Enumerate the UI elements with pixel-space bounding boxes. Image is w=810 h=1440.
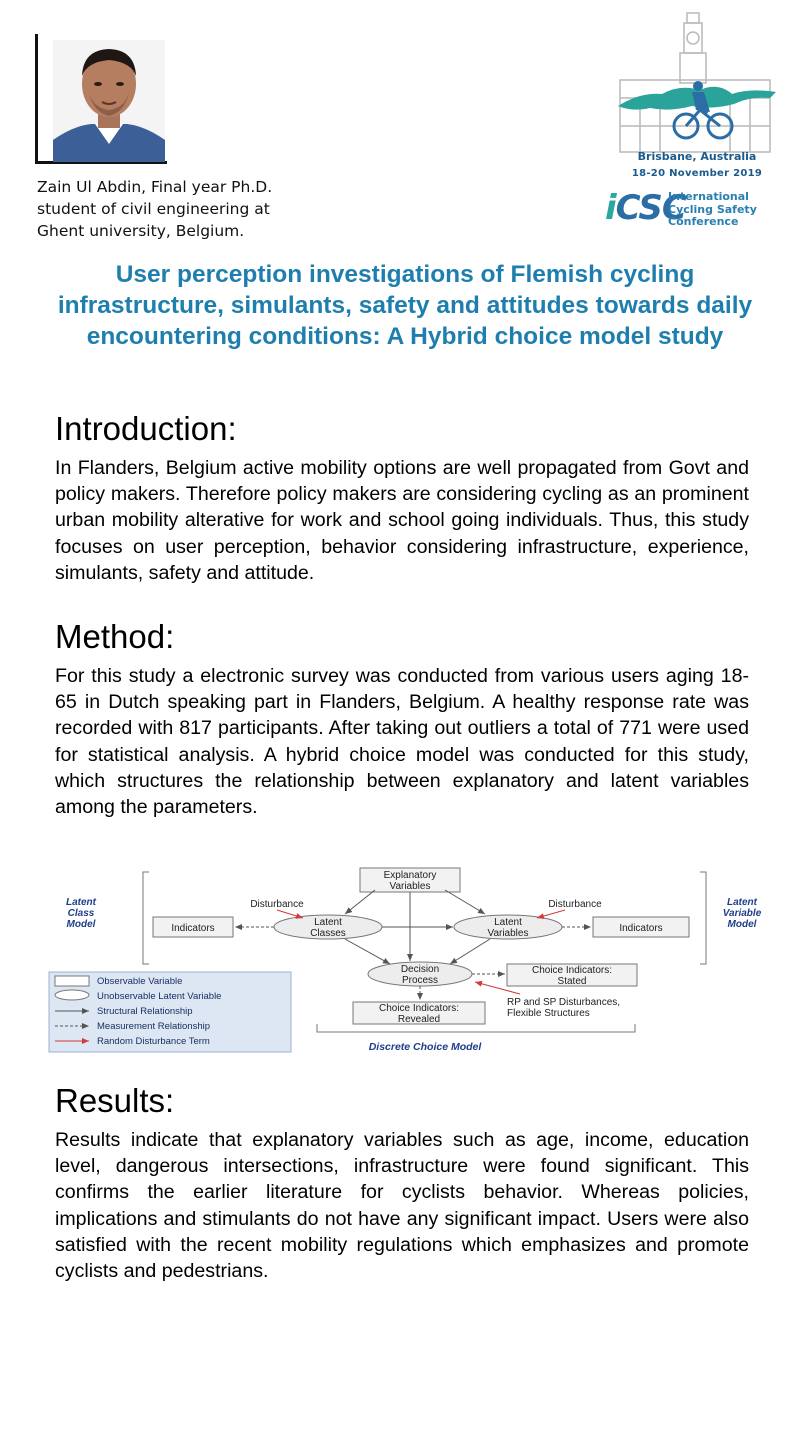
latent-class-model-label-2: Class <box>67 908 95 919</box>
results-heading: Results: <box>55 1082 175 1119</box>
decision-process-label-2: Process <box>401 975 439 986</box>
legend-item-observable: Observable Variable <box>97 976 183 987</box>
latent-variable-model-label-1: Latent <box>727 897 757 908</box>
right-bracket <box>700 872 706 964</box>
explanatory-variables-label-1: Explanatory <box>383 870 437 881</box>
legend-observable-icon <box>55 976 89 986</box>
left-bracket <box>143 872 149 964</box>
choice-indicators-stated-label-2: Stated <box>557 976 587 987</box>
latent-variable-model-label-3: Model <box>727 919 757 930</box>
arrow-classes-to-decision <box>345 939 390 964</box>
author-caption: Zain Ul Abdin, Final year Ph.D. student of civil engineering at Ghent university, Belgium. <box>37 178 273 240</box>
choice-indicators-revealed-label-1: Choice Indicators: <box>378 1003 460 1014</box>
author-photo-frame <box>35 34 167 164</box>
conference-city: Brisbane, Australia <box>637 150 757 163</box>
discrete-choice-model-label: Discrete Choice Model <box>368 1041 482 1053</box>
legend-item-latent: Unobservable Latent Variable <box>97 991 222 1002</box>
arrow-variables-to-decision <box>450 939 490 964</box>
legend-item-measurement: Measurement Relationship <box>97 1021 211 1032</box>
latent-variable-model-label-2: Variable <box>722 908 762 919</box>
arrow-disturbance-left <box>277 910 303 918</box>
acronym-prefix: i <box>605 188 616 228</box>
method-heading: Method: <box>55 618 175 655</box>
disturbance-left-label: Disturbance <box>250 899 304 910</box>
author-photo <box>53 40 165 162</box>
method-text: For this study a electronic survey was conducted from various users aging 18-65 in Dutch speaking part in Flanders, Belgium. A healthy response rate was recorded with 817 participants. After taking out outliers a total of 771 were used for statistical analysis. A hybrid choice model was conducted for this study, which structures the relationship between explanatory and latent variables among the parameters. <box>55 665 749 819</box>
photo-border-left <box>35 34 38 162</box>
conference-name-line-3: Conference <box>668 215 739 228</box>
legend-item-structural: Structural Relationship <box>97 1006 193 1017</box>
arrow-explanatory-to-classes <box>345 890 375 914</box>
conference-name <box>668 191 793 229</box>
indicators-right-label: Indicators <box>619 923 663 934</box>
latent-classes-label-2: Classes <box>310 928 346 939</box>
conference-name-line-2: Cycling Safety <box>668 202 757 216</box>
explanatory-variables-label-2: Variables <box>389 881 431 892</box>
decision-process-label-1: Decision <box>400 964 440 975</box>
discrete-choice-bracket <box>317 1024 635 1032</box>
arrow-explanatory-to-variables <box>445 890 485 914</box>
choice-indicators-revealed-label-2: Revealed <box>397 1014 441 1025</box>
rp-sp-label-2: Flexible Structures <box>507 1008 590 1019</box>
choice-indicators-stated-label-1: Choice Indicators: <box>531 965 613 976</box>
legend-item-disturbance: Random Disturbance Term <box>97 1036 210 1047</box>
disturbance-right-label: Disturbance <box>548 899 602 910</box>
introduction-text: In Flanders, Belgium active mobility options are well propagated from Govt and policy makers. Therefore policy makers are considering cycling as an prominent urban mobility alterative for work and school going individuals. Thus, this study focuses on user perception, behavior considering infrastructure, experience, simulants, safety and attitude. <box>55 457 749 584</box>
latent-variables-label-1: Latent <box>494 917 522 928</box>
acronym-rest: CSC <box>615 188 686 228</box>
latent-class-model-label-1: Latent <box>66 897 96 908</box>
conference-dates: 18-20 November 2019 <box>631 168 763 179</box>
introduction-heading: Introduction: <box>55 410 237 447</box>
rp-sp-label-1: RP and SP Disturbances, <box>507 997 621 1008</box>
indicators-left-label: Indicators <box>171 923 215 934</box>
latent-classes-label-1: Latent <box>314 917 342 928</box>
results-text: Results indicate that explanatory variables such as age, income, education level, dangerous intersections, infrastructure were found significant. This confirms the earlier literature for cyclists behavior. Whereas policies, implications and stimulants do not have any significant impact. Users were also satisfied with the recent mobility regulations which emphasizes and promote cyclists and pedestrians. <box>55 1129 749 1283</box>
hybrid-choice-model-diagram <box>45 862 780 1057</box>
arrow-disturbance-right <box>537 910 565 918</box>
poster-title: User perception investigations of Flemish cycling infrastructure, simulants, safety and attitudes towards daily encountering conditions: A Hybrid choice model study <box>57 261 753 350</box>
latent-variables-label-2: Variables <box>487 928 529 939</box>
latent-class-model-label-3: Model <box>66 919 96 930</box>
legend-latent-icon <box>55 990 89 1000</box>
conference-name-line-1: International <box>668 190 749 203</box>
